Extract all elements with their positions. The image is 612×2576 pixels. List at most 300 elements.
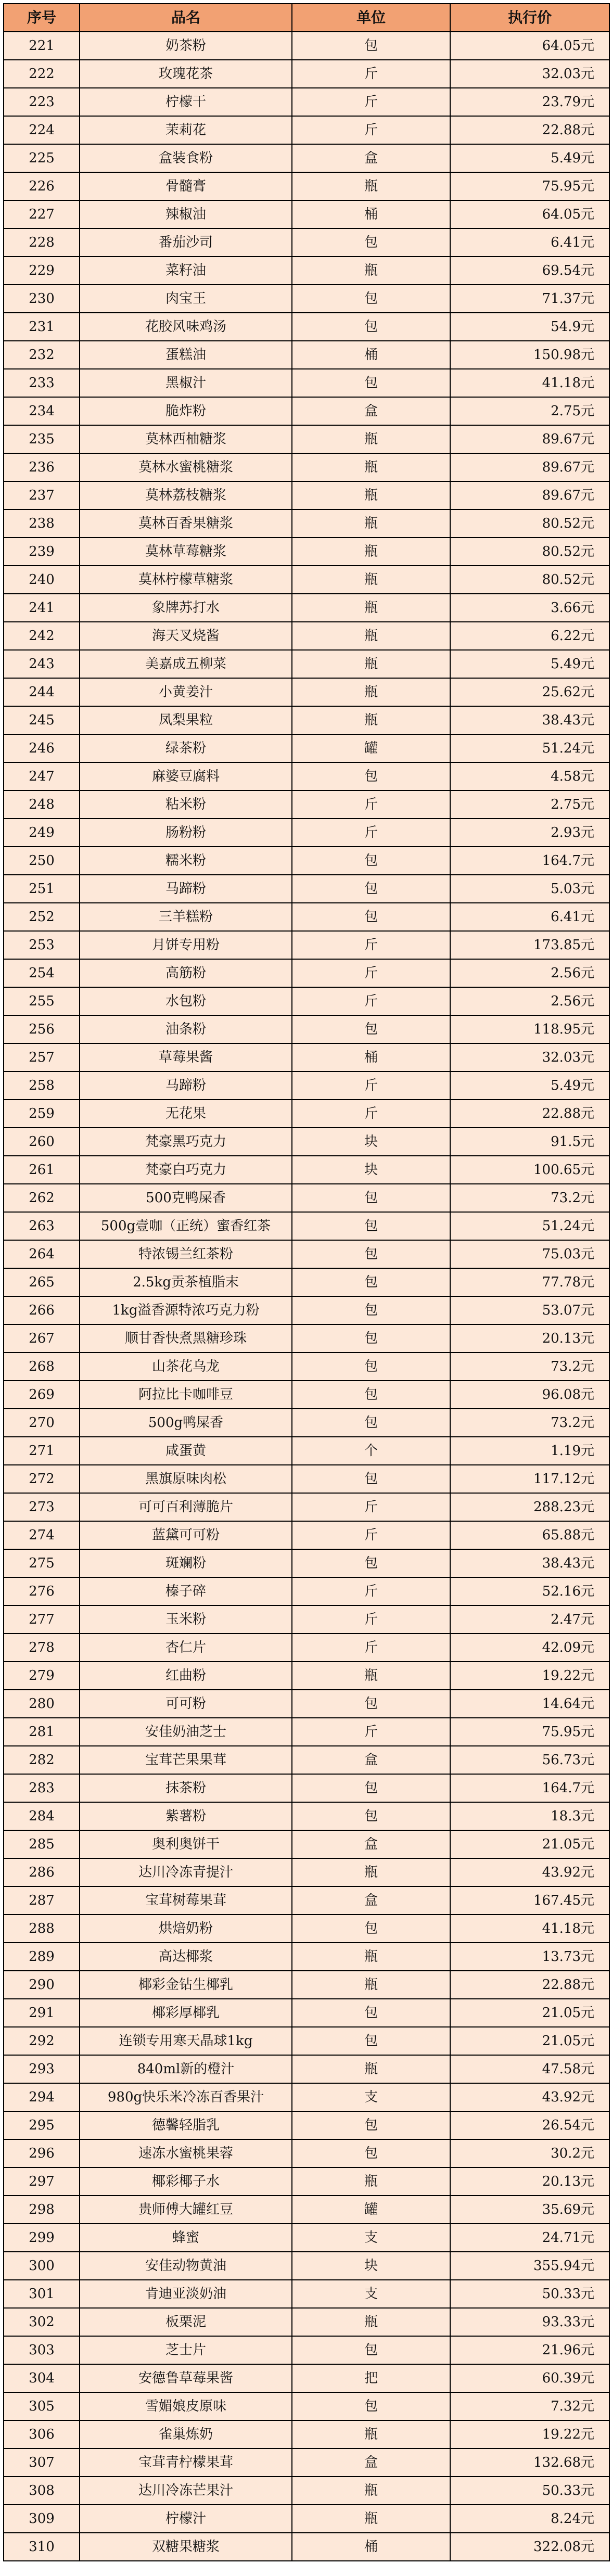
- cell-name: 达川冷冻青提汁: [80, 1858, 292, 1886]
- table-row: [4, 1296, 609, 1324]
- cell-price: 1.19元: [450, 1437, 609, 1465]
- table-row: [4, 2280, 609, 2308]
- table-row: [4, 200, 609, 228]
- cell-no: 252: [4, 903, 80, 931]
- cell-unit: 瓶: [292, 594, 450, 622]
- cell-unit: 包: [292, 1690, 450, 1718]
- table-row: [4, 1802, 609, 1830]
- cell-no: 237: [4, 481, 80, 509]
- table-row: [4, 1718, 609, 1746]
- cell-unit: 块: [292, 1128, 450, 1156]
- cell-no: 230: [4, 285, 80, 313]
- cell-price: 91.5元: [450, 1128, 609, 1156]
- cell-unit: 包: [292, 847, 450, 875]
- cell-unit: 斤: [292, 1577, 450, 1605]
- cell-price: 38.43元: [450, 706, 609, 734]
- cell-name: 脆炸粉: [80, 397, 292, 425]
- cell-price: 6.41元: [450, 903, 609, 931]
- cell-unit: 瓶: [292, 1858, 450, 1886]
- cell-no: 239: [4, 538, 80, 566]
- cell-no: 251: [4, 875, 80, 903]
- cell-name: 肯迪亚淡奶油: [80, 2280, 292, 2308]
- cell-unit: 罐: [292, 2196, 450, 2224]
- cell-price: 77.78元: [450, 1268, 609, 1296]
- cell-no: 273: [4, 1493, 80, 1521]
- cell-unit: 瓶: [292, 622, 450, 650]
- cell-unit: 瓶: [292, 1943, 450, 1971]
- table-row: [4, 1605, 609, 1634]
- cell-unit: 包: [292, 1774, 450, 1802]
- cell-no: 300: [4, 2252, 80, 2280]
- cell-unit: 瓶: [292, 481, 450, 509]
- table-row: [4, 1746, 609, 1774]
- table-row: [4, 2083, 609, 2111]
- cell-no: 227: [4, 200, 80, 228]
- cell-unit: 个: [292, 1437, 450, 1465]
- cell-unit: 斤: [292, 60, 450, 88]
- cell-no: 304: [4, 2364, 80, 2392]
- cell-no: 289: [4, 1943, 80, 1971]
- cell-price: 43.92元: [450, 1858, 609, 1886]
- cell-no: 242: [4, 622, 80, 650]
- cell-name: 莫林柠檬草糖浆: [80, 566, 292, 594]
- header-name: 品名: [80, 4, 292, 32]
- table-row: [4, 2392, 609, 2420]
- cell-unit: 包: [292, 2139, 450, 2167]
- cell-price: 32.03元: [450, 60, 609, 88]
- cell-price: 30.2元: [450, 2139, 609, 2167]
- table-row: [4, 1381, 609, 1409]
- cell-unit: 瓶: [292, 172, 450, 200]
- cell-unit: 包: [292, 2392, 450, 2420]
- cell-unit: 包: [292, 32, 450, 60]
- cell-name: 马蹄粉: [80, 875, 292, 903]
- cell-unit: 斤: [292, 790, 450, 819]
- cell-no: 282: [4, 1746, 80, 1774]
- cell-name: 肠粉粉: [80, 819, 292, 847]
- cell-name: 梵豪黑巧克力: [80, 1128, 292, 1156]
- cell-name: 高筋粉: [80, 959, 292, 987]
- cell-unit: 斤: [292, 987, 450, 1015]
- cell-name: 雀巢炼奶: [80, 2420, 292, 2449]
- table-row: [4, 847, 609, 875]
- cell-name: 莫林荔枝糖浆: [80, 481, 292, 509]
- table-row: [4, 1015, 609, 1043]
- cell-name: 烘焙奶粉: [80, 1915, 292, 1943]
- cell-unit: 斤: [292, 1521, 450, 1549]
- table-row: [4, 60, 609, 88]
- cell-unit: 包: [292, 2336, 450, 2364]
- cell-price: 322.08元: [450, 2533, 609, 2561]
- cell-no: 285: [4, 1830, 80, 1858]
- cell-unit: 斤: [292, 116, 450, 144]
- table-row: [4, 1549, 609, 1577]
- cell-no: 271: [4, 1437, 80, 1465]
- cell-price: 43.92元: [450, 2083, 609, 2111]
- cell-name: 安德鲁草莓果酱: [80, 2364, 292, 2392]
- cell-price: 22.88元: [450, 1100, 609, 1128]
- cell-unit: 包: [292, 1999, 450, 2027]
- cell-unit: 包: [292, 313, 450, 341]
- cell-price: 6.41元: [450, 228, 609, 257]
- cell-name: 双糖果糖浆: [80, 2533, 292, 2561]
- header-row: [4, 4, 609, 32]
- cell-name: 宝茸青柠檬果茸: [80, 2449, 292, 2477]
- cell-name: 840ml新的橙汁: [80, 2055, 292, 2083]
- cell-unit: 包: [292, 1184, 450, 1212]
- table-row: [4, 453, 609, 481]
- cell-price: 73.2元: [450, 1184, 609, 1212]
- cell-name: 500g壹咖（正统）蜜香红茶: [80, 1212, 292, 1240]
- cell-price: 80.52元: [450, 566, 609, 594]
- table-row: [4, 341, 609, 369]
- cell-no: 277: [4, 1605, 80, 1634]
- cell-price: 80.52元: [450, 538, 609, 566]
- cell-no: 307: [4, 2449, 80, 2477]
- cell-name: 椰彩椰子水: [80, 2167, 292, 2196]
- table-row: [4, 1100, 609, 1128]
- cell-price: 8.24元: [450, 2505, 609, 2533]
- table-row: [4, 285, 609, 313]
- cell-name: 连锁专用寒天晶球1kg: [80, 2027, 292, 2055]
- cell-no: 295: [4, 2111, 80, 2139]
- cell-unit: 盒: [292, 1746, 450, 1774]
- cell-price: 20.13元: [450, 2167, 609, 2196]
- cell-price: 2.47元: [450, 1605, 609, 1634]
- cell-no: 223: [4, 88, 80, 116]
- cell-price: 6.22元: [450, 622, 609, 650]
- cell-name: 板栗泥: [80, 2308, 292, 2336]
- table-row: [4, 369, 609, 397]
- cell-no: 287: [4, 1886, 80, 1915]
- cell-price: 22.88元: [450, 116, 609, 144]
- cell-unit: 盒: [292, 2449, 450, 2477]
- cell-price: 132.68元: [450, 2449, 609, 2477]
- cell-price: 4.58元: [450, 762, 609, 790]
- cell-name: 奥利奥饼干: [80, 1830, 292, 1858]
- cell-no: 255: [4, 987, 80, 1015]
- cell-unit: 桶: [292, 200, 450, 228]
- cell-no: 234: [4, 397, 80, 425]
- table-row: [4, 2364, 609, 2392]
- cell-unit: 斤: [292, 1072, 450, 1100]
- cell-name: 山茶花乌龙: [80, 1353, 292, 1381]
- cell-name: 980g快乐米冷冻百香果汁: [80, 2083, 292, 2111]
- cell-unit: 包: [292, 1549, 450, 1577]
- cell-name: 水包粉: [80, 987, 292, 1015]
- cell-no: 276: [4, 1577, 80, 1605]
- cell-name: 莫林水蜜桃糖浆: [80, 453, 292, 481]
- cell-no: 222: [4, 60, 80, 88]
- cell-name: 黑旗原味肉松: [80, 1465, 292, 1493]
- cell-no: 268: [4, 1353, 80, 1381]
- cell-unit: 瓶: [292, 425, 450, 453]
- cell-unit: 包: [292, 1324, 450, 1353]
- cell-unit: 盒: [292, 144, 450, 172]
- cell-price: 35.69元: [450, 2196, 609, 2224]
- table-row: [4, 1156, 609, 1184]
- cell-price: 25.62元: [450, 678, 609, 706]
- cell-name: 达川冷冻芒果汁: [80, 2477, 292, 2505]
- cell-no: 275: [4, 1549, 80, 1577]
- cell-price: 19.22元: [450, 2420, 609, 2449]
- cell-name: 速冻水蜜桃果蓉: [80, 2139, 292, 2167]
- cell-name: 宝茸芒果果茸: [80, 1746, 292, 1774]
- table-row: [4, 566, 609, 594]
- cell-unit: 瓶: [292, 2505, 450, 2533]
- cell-unit: 瓶: [292, 453, 450, 481]
- cell-no: 224: [4, 116, 80, 144]
- table-row: [4, 1915, 609, 1943]
- cell-no: 308: [4, 2477, 80, 2505]
- cell-price: 75.95元: [450, 172, 609, 200]
- cell-no: 266: [4, 1296, 80, 1324]
- cell-price: 38.43元: [450, 1549, 609, 1577]
- cell-name: 蜂蜜: [80, 2224, 292, 2252]
- table-row: [4, 2027, 609, 2055]
- cell-price: 50.33元: [450, 2477, 609, 2505]
- cell-unit: 桶: [292, 2533, 450, 2561]
- table-row: [4, 1043, 609, 1072]
- cell-unit: 斤: [292, 1718, 450, 1746]
- cell-price: 5.49元: [450, 650, 609, 678]
- cell-unit: 罐: [292, 734, 450, 762]
- table-row: [4, 425, 609, 453]
- cell-price: 93.33元: [450, 2308, 609, 2336]
- table-row: [4, 790, 609, 819]
- cell-name: 红曲粉: [80, 1662, 292, 1690]
- cell-unit: 包: [292, 1353, 450, 1381]
- table-row: [4, 706, 609, 734]
- cell-unit: 包: [292, 1296, 450, 1324]
- cell-name: 柠檬干: [80, 88, 292, 116]
- table-row: [4, 2449, 609, 2477]
- cell-unit: 块: [292, 1156, 450, 1184]
- cell-price: 23.79元: [450, 88, 609, 116]
- cell-no: 296: [4, 2139, 80, 2167]
- table-row: [4, 1268, 609, 1296]
- cell-unit: 盒: [292, 1886, 450, 1915]
- table-row: [4, 1634, 609, 1662]
- cell-no: 280: [4, 1690, 80, 1718]
- cell-price: 20.13元: [450, 1324, 609, 1353]
- cell-unit: 包: [292, 1015, 450, 1043]
- cell-name: 椰彩金钻生椰乳: [80, 1971, 292, 1999]
- cell-name: 茉莉花: [80, 116, 292, 144]
- cell-price: 32.03元: [450, 1043, 609, 1072]
- cell-price: 71.37元: [450, 285, 609, 313]
- cell-no: 279: [4, 1662, 80, 1690]
- table-row: [4, 1521, 609, 1549]
- price-table: [3, 3, 610, 2561]
- cell-no: 226: [4, 172, 80, 200]
- cell-name: 芝士片: [80, 2336, 292, 2364]
- table-row: [4, 622, 609, 650]
- cell-no: 229: [4, 257, 80, 285]
- table-row: [4, 2139, 609, 2167]
- cell-no: 244: [4, 678, 80, 706]
- cell-unit: 块: [292, 2252, 450, 2280]
- cell-no: 283: [4, 1774, 80, 1802]
- cell-name: 黑椒汁: [80, 369, 292, 397]
- cell-no: 284: [4, 1802, 80, 1830]
- cell-unit: 斤: [292, 1605, 450, 1634]
- cell-unit: 斤: [292, 959, 450, 987]
- table-row: [4, 678, 609, 706]
- cell-no: 260: [4, 1128, 80, 1156]
- table-row: [4, 2533, 609, 2561]
- table-row: [4, 88, 609, 116]
- table-row: [4, 2111, 609, 2139]
- cell-price: 13.73元: [450, 1943, 609, 1971]
- cell-no: 278: [4, 1634, 80, 1662]
- cell-price: 41.18元: [450, 1915, 609, 1943]
- cell-no: 262: [4, 1184, 80, 1212]
- cell-name: 粘米粉: [80, 790, 292, 819]
- cell-name: 梵豪白巧克力: [80, 1156, 292, 1184]
- cell-no: 261: [4, 1156, 80, 1184]
- table-row: [4, 931, 609, 959]
- cell-price: 69.54元: [450, 257, 609, 285]
- table-body: [4, 32, 609, 2561]
- cell-no: 297: [4, 2167, 80, 2196]
- table-row: [4, 32, 609, 60]
- cell-price: 26.54元: [450, 2111, 609, 2139]
- table-row: [4, 1493, 609, 1521]
- cell-no: 305: [4, 2392, 80, 2420]
- cell-name: 高达椰浆: [80, 1943, 292, 1971]
- cell-name: 肉宝王: [80, 285, 292, 313]
- cell-unit: 瓶: [292, 2420, 450, 2449]
- table-row: [4, 228, 609, 257]
- cell-price: 150.98元: [450, 341, 609, 369]
- cell-price: 164.7元: [450, 1774, 609, 1802]
- cell-price: 21.96元: [450, 2336, 609, 2364]
- cell-no: 245: [4, 706, 80, 734]
- cell-name: 玉米粉: [80, 1605, 292, 1634]
- cell-name: 可可粉: [80, 1690, 292, 1718]
- cell-price: 5.03元: [450, 875, 609, 903]
- cell-no: 309: [4, 2505, 80, 2533]
- cell-unit: 包: [292, 903, 450, 931]
- cell-name: 小黄姜汁: [80, 678, 292, 706]
- table-row: [4, 2196, 609, 2224]
- cell-no: 256: [4, 1015, 80, 1043]
- cell-unit: 斤: [292, 819, 450, 847]
- cell-no: 301: [4, 2280, 80, 2308]
- cell-unit: 包: [292, 875, 450, 903]
- cell-no: 253: [4, 931, 80, 959]
- table-row: [4, 1886, 609, 1915]
- cell-price: 288.23元: [450, 1493, 609, 1521]
- table-row: [4, 1690, 609, 1718]
- table-row: [4, 2505, 609, 2533]
- table-row: [4, 1128, 609, 1156]
- cell-name: 象牌苏打水: [80, 594, 292, 622]
- cell-unit: 瓶: [292, 2055, 450, 2083]
- cell-no: 232: [4, 341, 80, 369]
- cell-no: 221: [4, 32, 80, 60]
- cell-unit: 包: [292, 2111, 450, 2139]
- cell-price: 22.88元: [450, 1971, 609, 1999]
- table-row: [4, 1465, 609, 1493]
- cell-no: 267: [4, 1324, 80, 1353]
- cell-unit: 斤: [292, 88, 450, 116]
- cell-price: 21.05元: [450, 1999, 609, 2027]
- cell-name: 麻婆豆腐料: [80, 762, 292, 790]
- cell-price: 2.93元: [450, 819, 609, 847]
- cell-name: 蛋糕油: [80, 341, 292, 369]
- cell-unit: 斤: [292, 1100, 450, 1128]
- header-price: 执行价: [450, 4, 609, 32]
- table-row: [4, 538, 609, 566]
- cell-unit: 瓶: [292, 1662, 450, 1690]
- cell-price: 2.75元: [450, 397, 609, 425]
- cell-no: 263: [4, 1212, 80, 1240]
- cell-name: 1kg溢香源特浓巧克力粉: [80, 1296, 292, 1324]
- cell-name: 榛子碎: [80, 1577, 292, 1605]
- cell-name: 糯米粉: [80, 847, 292, 875]
- table-row: [4, 650, 609, 678]
- cell-price: 96.08元: [450, 1381, 609, 1409]
- cell-name: 莫林草莓糖浆: [80, 538, 292, 566]
- cell-price: 355.94元: [450, 2252, 609, 2280]
- header-unit: 单位: [292, 4, 450, 32]
- cell-name: 500克鸭屎香: [80, 1184, 292, 1212]
- cell-no: 233: [4, 369, 80, 397]
- cell-no: 250: [4, 847, 80, 875]
- cell-name: 绿茶粉: [80, 734, 292, 762]
- cell-name: 斑斓粉: [80, 1549, 292, 1577]
- cell-no: 231: [4, 313, 80, 341]
- cell-unit: 瓶: [292, 678, 450, 706]
- cell-price: 41.18元: [450, 369, 609, 397]
- cell-name: 三羊糕粉: [80, 903, 292, 931]
- table-row: [4, 1072, 609, 1100]
- cell-no: 236: [4, 453, 80, 481]
- cell-name: 盒装食粉: [80, 144, 292, 172]
- cell-name: 马蹄粉: [80, 1072, 292, 1100]
- cell-unit: 包: [292, 1268, 450, 1296]
- cell-name: 莫林百香果糖浆: [80, 509, 292, 538]
- cell-unit: 包: [292, 228, 450, 257]
- cell-name: 安佳奶油芝士: [80, 1718, 292, 1746]
- cell-unit: 瓶: [292, 706, 450, 734]
- table-row: [4, 2308, 609, 2336]
- cell-unit: 把: [292, 2364, 450, 2392]
- cell-unit: 瓶: [292, 650, 450, 678]
- cell-price: 14.64元: [450, 1690, 609, 1718]
- table-row: [4, 2252, 609, 2280]
- cell-unit: 斤: [292, 1493, 450, 1521]
- table-row: [4, 1774, 609, 1802]
- cell-unit: 斤: [292, 1634, 450, 1662]
- cell-unit: 瓶: [292, 538, 450, 566]
- cell-no: 269: [4, 1381, 80, 1409]
- cell-unit: 包: [292, 1802, 450, 1830]
- cell-name: 骨髓膏: [80, 172, 292, 200]
- table-row: [4, 1971, 609, 1999]
- cell-no: 310: [4, 2533, 80, 2561]
- cell-unit: 包: [292, 1381, 450, 1409]
- cell-no: 299: [4, 2224, 80, 2252]
- cell-price: 19.22元: [450, 1662, 609, 1690]
- cell-name: 番茄沙司: [80, 228, 292, 257]
- cell-price: 89.67元: [450, 425, 609, 453]
- cell-unit: 桶: [292, 341, 450, 369]
- table-row: [4, 1409, 609, 1437]
- cell-no: 302: [4, 2308, 80, 2336]
